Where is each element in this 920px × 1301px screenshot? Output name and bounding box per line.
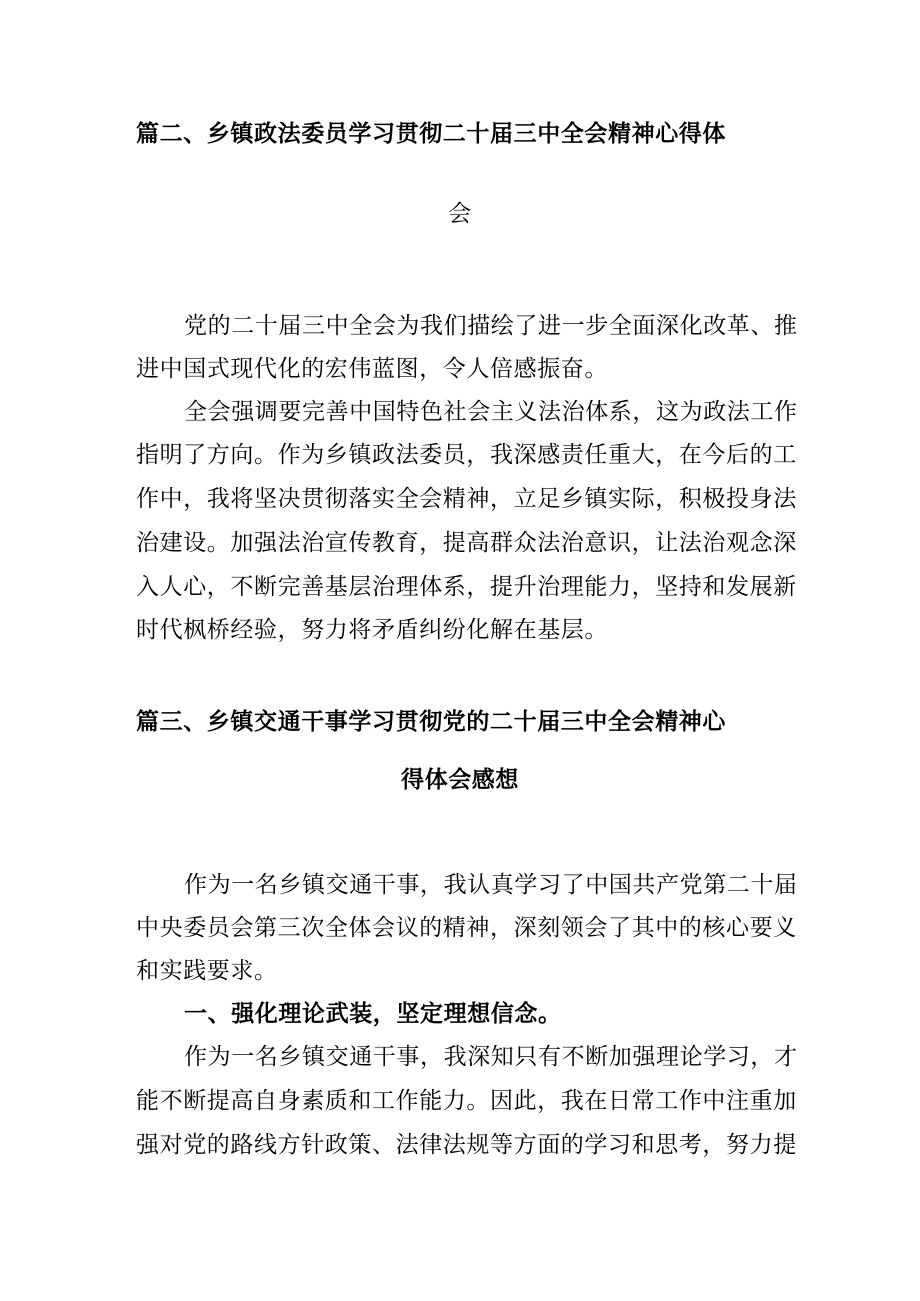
section-3-para-1-line-2: 中央委员会第三次全体会议的精神，深刻领会了其中的核心要义 [136, 915, 797, 941]
section-3-para-2-line-1: 作为一名乡镇交通干事，我深知只有不断加强理论学习，才 [184, 1044, 798, 1070]
section-2-para-2-line-6: 时代枫桥经验，努力将矛盾纠纷化解在基层。 [136, 617, 608, 643]
section-3-subheading-1: 一、强化理论武装，坚定理想信念。 [184, 1000, 562, 1027]
section-3-para-1-line-3: 和实践要求。 [136, 958, 278, 984]
section-2-para-1-line-1: 党的二十届三中全会为我们描绘了进一步全面深化改革、推 [184, 313, 798, 339]
section-3-para-2-line-2: 能不断提高自身素质和工作能力。因此，我在日常工作中注重加 [136, 1088, 797, 1114]
section-3-heading-line-2: 得体会感想 [401, 766, 519, 793]
section-2-para-2-line-4: 治建设。加强法治宣传教育，提高群众法治意识，让法治观念深 [136, 530, 797, 556]
section-3-para-2-line-3: 强对党的路线方针政策、法律法规等方面的学习和思考，努力提 [136, 1132, 797, 1158]
section-2-heading-line-1: 篇二、乡镇政法委员学习贯彻二十届三中全会精神心得体 [136, 120, 726, 147]
section-3-heading-line-1: 篇三、乡镇交通干事学习贯彻党的二十届三中全会精神心 [136, 708, 726, 735]
section-2-para-2-line-5: 入人心，不断完善基层治理体系，提升治理能力，坚持和发展新 [136, 574, 797, 600]
section-2-para-2-line-1: 全会强调要完善中国特色社会主义法治体系，这为政法工作 [184, 399, 798, 425]
section-2-para-1-line-2: 进中国式现代化的宏伟蓝图，令人倍感振奋。 [136, 356, 608, 382]
section-2-heading-line-2: 会 [448, 201, 472, 227]
section-3-para-1-line-1: 作为一名乡镇交通干事，我认真学习了中国共产党第二十届 [184, 872, 798, 898]
section-2-para-2-line-2: 指明了方向。作为乡镇政法委员，我深感责任重大，在今后的工 [136, 442, 797, 468]
section-2-para-2-line-3: 作中，我将坚决贯彻落实全会精神，立足乡镇实际，积极投身法 [136, 486, 797, 512]
